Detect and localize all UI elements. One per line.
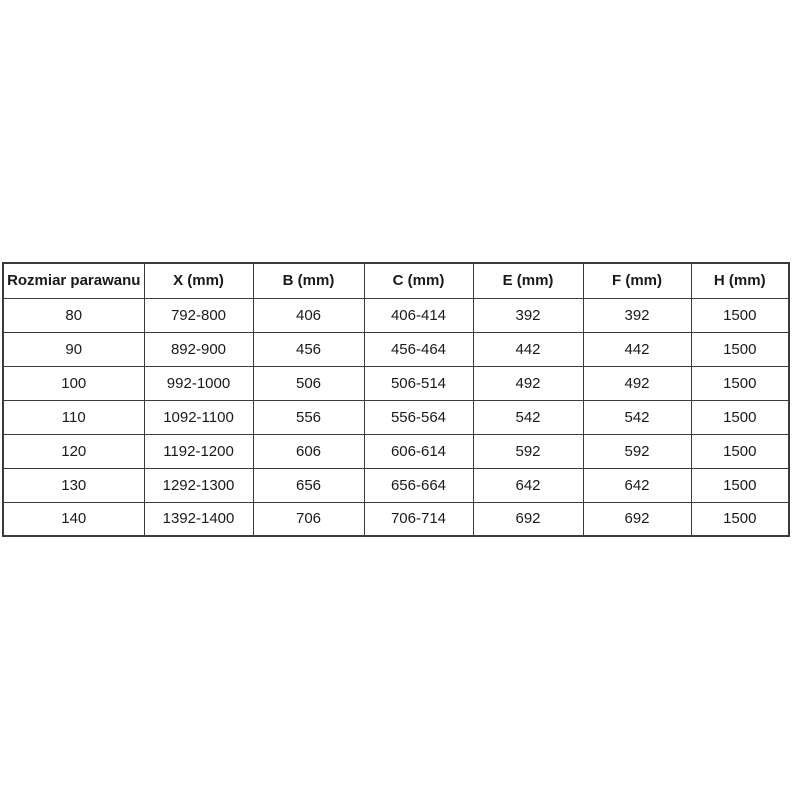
column-header: C (mm) bbox=[364, 263, 473, 298]
column-header: Rozmiar parawanu bbox=[3, 263, 144, 298]
table-cell: 492 bbox=[583, 366, 691, 400]
table-cell: 392 bbox=[583, 298, 691, 332]
table-cell: 100 bbox=[3, 366, 144, 400]
table-cell: 1192-1200 bbox=[144, 434, 253, 468]
table-cell: 130 bbox=[3, 468, 144, 502]
column-header: E (mm) bbox=[473, 263, 583, 298]
table-cell: 592 bbox=[473, 434, 583, 468]
table-cell: 606 bbox=[253, 434, 364, 468]
column-header: F (mm) bbox=[583, 263, 691, 298]
table-cell: 506-514 bbox=[364, 366, 473, 400]
table-cell: 606-614 bbox=[364, 434, 473, 468]
table-cell: 110 bbox=[3, 400, 144, 434]
table-cell: 1392-1400 bbox=[144, 502, 253, 536]
table-cell: 1500 bbox=[691, 332, 789, 366]
table-cell: 1500 bbox=[691, 434, 789, 468]
table-cell: 656 bbox=[253, 468, 364, 502]
table-row bbox=[3, 468, 789, 502]
table-cell: 542 bbox=[583, 400, 691, 434]
table-row bbox=[3, 502, 789, 536]
column-header: H (mm) bbox=[691, 263, 789, 298]
table-cell: 642 bbox=[583, 468, 691, 502]
table-cell: 1092-1100 bbox=[144, 400, 253, 434]
table-cell: 456 bbox=[253, 332, 364, 366]
size-table bbox=[2, 262, 790, 537]
table-row bbox=[3, 400, 789, 434]
table-cell: 1500 bbox=[691, 298, 789, 332]
table-cell: 492 bbox=[473, 366, 583, 400]
table-cell: 406 bbox=[253, 298, 364, 332]
table-cell: 692 bbox=[473, 502, 583, 536]
table-row bbox=[3, 366, 789, 400]
table-cell: 1500 bbox=[691, 502, 789, 536]
table-cell: 692 bbox=[583, 502, 691, 536]
table-header-row bbox=[3, 263, 789, 298]
column-header: B (mm) bbox=[253, 263, 364, 298]
table-cell: 1500 bbox=[691, 468, 789, 502]
table-cell: 1500 bbox=[691, 366, 789, 400]
table-cell: 442 bbox=[473, 332, 583, 366]
table-cell: 892-900 bbox=[144, 332, 253, 366]
table-cell: 80 bbox=[3, 298, 144, 332]
table-cell: 542 bbox=[473, 400, 583, 434]
table-cell: 992-1000 bbox=[144, 366, 253, 400]
table-cell: 442 bbox=[583, 332, 691, 366]
table-cell: 706 bbox=[253, 502, 364, 536]
table-cell: 592 bbox=[583, 434, 691, 468]
table-cell: 642 bbox=[473, 468, 583, 502]
column-header: X (mm) bbox=[144, 263, 253, 298]
table-cell: 1292-1300 bbox=[144, 468, 253, 502]
table-row bbox=[3, 434, 789, 468]
table-row bbox=[3, 298, 789, 332]
table-cell: 120 bbox=[3, 434, 144, 468]
table-cell: 506 bbox=[253, 366, 364, 400]
table-cell: 392 bbox=[473, 298, 583, 332]
table-cell: 792-800 bbox=[144, 298, 253, 332]
table-body bbox=[3, 298, 789, 536]
table-cell: 90 bbox=[3, 332, 144, 366]
table-cell: 706-714 bbox=[364, 502, 473, 536]
table-cell: 140 bbox=[3, 502, 144, 536]
table-cell: 406-414 bbox=[364, 298, 473, 332]
table-cell: 556 bbox=[253, 400, 364, 434]
table-row bbox=[3, 332, 789, 366]
table-cell: 556-564 bbox=[364, 400, 473, 434]
table-cell: 656-664 bbox=[364, 468, 473, 502]
table-cell: 1500 bbox=[691, 400, 789, 434]
table-cell: 456-464 bbox=[364, 332, 473, 366]
